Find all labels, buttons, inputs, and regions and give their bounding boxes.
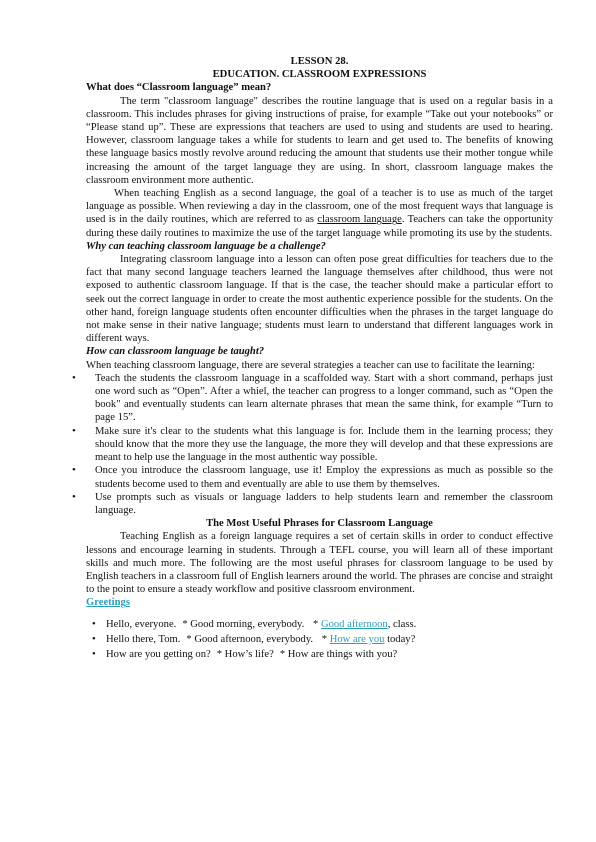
paragraph-2-end: . Teachers can take the opportunity during these daily routines to maximize the use of the target language while promoting its use by the students. — [86, 214, 553, 239]
greeting-phrase: * How’s life? — [216, 648, 274, 660]
list-item: • Once you introduce the classroom language, use it! Employ the expressions as much as possible so the students become used to them and eventually are able to use them by themselves. — [80, 464, 553, 490]
greeting-star: * — [312, 618, 319, 630]
list-item: • Teach the students the classroom language in a scaffolded way. Start with a short command, perhaps just one word such as “Open”. After a whiel, the teacher can progress to a longer command, such as “Open the book" and eventually students can learn alternate phrases that mean the same think, for example “Turn to page 15”. — [80, 372, 553, 425]
paragraph-4: When teaching classroom language, there are several strategies a teacher can use to facilitate the learning: — [86, 359, 535, 371]
list-item: • Make sure it's clear to the students what this language is for. Include them in the learning process; they should know that the more they use the language, the more they will develop and that these expressions are meant to help use the language in the most authentic way possible. — [80, 425, 553, 465]
lesson-number: LESSON 28. — [290, 56, 349, 67]
lesson-title: EDUCATION. CLASSROOM EXPRESSIONS — [212, 69, 427, 81]
document-page — [86, 55, 553, 663]
greeting-star: * — [321, 633, 328, 645]
greeting-phrase: * How are things with you? — [279, 648, 398, 660]
greeting-phrase: How are you getting on? — [106, 648, 211, 660]
paragraph-2-start: When teaching English as a second language, the goal of a teacher is to use as much of the target language as possible. When reviewing a day in the classroom, one of the most frequent ways that language is used is in the daily routines, which are referred to as — [86, 188, 553, 226]
greeting-phrase: * Good afternoon, everybody. — [186, 633, 314, 645]
list-item — [86, 633, 553, 646]
greeting-phrase-end: , class. — [387, 618, 417, 630]
list-item: • Use prompts such as visuals or language ladders to help students learn and remember the classroom language. — [80, 491, 553, 517]
greeting-phrase: Hello, everyone. — [106, 618, 177, 630]
paragraph-2 — [86, 187, 553, 240]
greetings-heading-link[interactable]: Greetings — [86, 597, 130, 609]
greeting-phrase: Hello there, Tom. — [106, 633, 181, 645]
question-heading-1: What does “Classroom language” mean? — [86, 82, 272, 94]
good-afternoon-link[interactable]: Good afternoon — [320, 618, 388, 630]
paragraph-1: The term "classroom language" describes the routine language that is used on a regular basis in a classroom. This includes phrases for giving instructions of praise, for example “Take out your notebooks” or “Please stand up”. These are expressions that teachers are used to using and students are used to hearing. However, classroom language takes a while for students to learn and get used to. The benefits of knowing these language basics mostly revolve around reducing the amount that students use their mother tongue while increasing the amount of the target language they are using. In short, classroom language makes the classroom environment more authentic. — [86, 95, 553, 186]
how-are-you-link[interactable]: How are you — [329, 633, 385, 645]
greetings-list — [86, 618, 553, 662]
paragraph-3: Integrating classroom language into a lesson can often pose great difficulties for teachers due to the fact that many second language teachers learned the language themselves after childhood, thus were not exposed to authentic classroom language. If that is the case, the teacher should make a particular effort to seek out the correct language in order to create the most authentic experience possible for the students. On the other hand, foreign language students often encounter difficulties when the phrases in the target language do not make sense in their native language; students must learn to understand that different languages work in different ways. — [86, 254, 553, 345]
question-heading-2: Why can teaching classroom language be a challenge? — [86, 240, 326, 252]
strategy-list — [86, 372, 553, 517]
paragraph-5: Teaching English as a foreign language requires a set of certain skills in order to conduct effective lessons and encourage learning in students. Through a TEFL course, you will learn all of these important skills and much more. The following are the most useful phrases for classroom language to be used by English teachers in a classroom full of English learners around the world. The phrases are concise and straight to the point to ensure a steady workflow and positive classroom environment. — [86, 531, 553, 596]
greeting-phrase: * Good morning, everybody. — [182, 618, 305, 630]
classroom-language-link[interactable]: classroom language — [317, 214, 402, 226]
question-heading-3: How can classroom language be taught? — [86, 346, 265, 358]
list-item — [86, 618, 553, 631]
greeting-phrase-end: today? — [384, 633, 416, 645]
list-item — [86, 648, 553, 661]
phrases-section-title: The Most Useful Phrases for Classroom Language — [206, 518, 433, 530]
